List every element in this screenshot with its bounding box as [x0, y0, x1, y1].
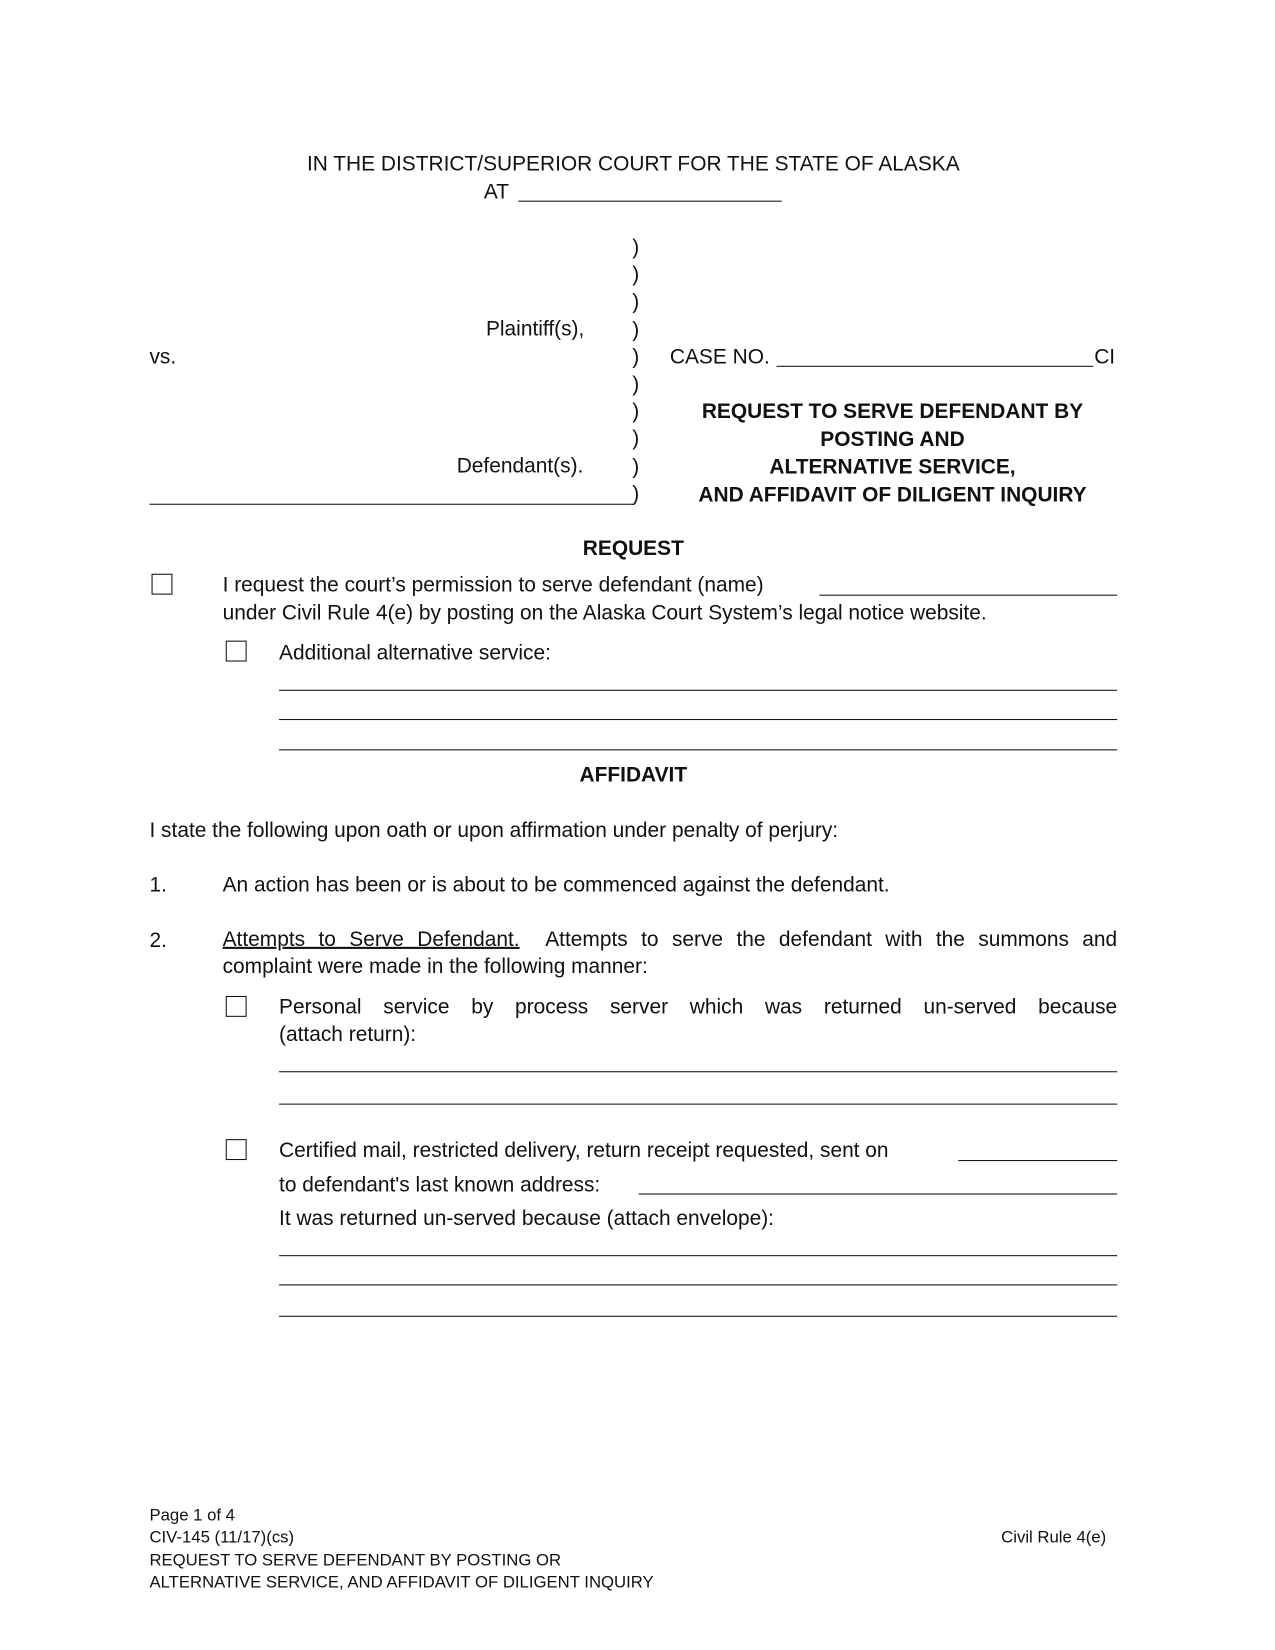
caption-paren: ) [632, 290, 640, 314]
vs-label: vs. [149, 345, 177, 369]
personal-service-checkbox[interactable] [226, 996, 247, 1017]
case-no-label: CASE NO. [669, 345, 770, 369]
caption-paren: ) [632, 263, 640, 287]
request-line2: under Civil Rule 4(e) by posting on the Alaska Court System’s legal notice website. [222, 601, 987, 625]
form-title [665, 398, 1121, 509]
request-posting-checkbox[interactable] [152, 574, 173, 595]
footer-form-number: CIV-145 (11/17)(cs) [149, 1528, 295, 1547]
caption-paren: ) [632, 318, 640, 342]
defendant-name-line[interactable] [149, 504, 634, 505]
caption-paren: ) [632, 236, 640, 260]
location-field[interactable] [518, 201, 781, 202]
footer-title2: ALTERNATIVE SERVICE, AND AFFIDAVIT OF DILIGENT INQUIRY [149, 1573, 654, 1592]
at-label: AT [483, 180, 510, 204]
personal-service-line2: (attach return): [279, 1023, 417, 1047]
court-heading: IN THE DISTRICT/SUPERIOR COURT FOR THE STATE OF ALASKA [306, 152, 960, 176]
item2-title: Attempts to Serve Defendant. [222, 928, 520, 952]
title-line: ALTERNATIVE SERVICE, [769, 455, 1016, 479]
footer-title1: REQUEST TO SERVE DEFENDANT BY POSTING OR [149, 1551, 562, 1570]
item2-text [223, 927, 1118, 953]
caption-paren: ) [632, 400, 640, 424]
last-known-address-field[interactable] [639, 1193, 1118, 1194]
item2-text2: complaint were made in the following manner: [222, 955, 648, 979]
defendant-name-field[interactable] [819, 595, 1117, 596]
certified-line1: Certified mail, restricted delivery, return receipt requested, sent on [279, 1139, 889, 1163]
case-number-field[interactable] [776, 366, 1093, 367]
additional-service-line[interactable] [279, 749, 1117, 750]
additional-service-label: Additional alternative service: [279, 641, 551, 665]
request-line1: I request the court’s permission to serve defendant (name) [222, 573, 764, 597]
defendant-label: Defendant(s). [456, 454, 584, 478]
personal-reason-line[interactable] [279, 1104, 1117, 1105]
caption-paren: ) [632, 482, 640, 506]
affidavit-intro: I state the following upon oath or upon affirmation under penalty of perjury: [149, 819, 839, 843]
item1-number: 1. [149, 873, 167, 897]
certified-reason-line[interactable] [279, 1284, 1117, 1285]
title-line: POSTING AND [820, 427, 965, 451]
additional-service-line[interactable] [279, 719, 1117, 720]
certified-mail-checkbox[interactable] [226, 1139, 247, 1160]
certified-reason-line[interactable] [279, 1316, 1117, 1317]
request-heading: REQUEST [582, 537, 684, 561]
item2-body: Attempts to serve the defendant with the summons and [545, 928, 1118, 952]
footer-page: Page 1 of 4 [149, 1507, 235, 1525]
additional-service-checkbox[interactable] [226, 641, 247, 662]
affidavit-heading: AFFIDAVIT [579, 763, 688, 787]
plaintiff-label: Plaintiff(s), [485, 317, 585, 341]
certified-reason-line[interactable] [279, 1255, 1117, 1256]
case-suffix: CI [1094, 345, 1116, 369]
caption-paren: ) [632, 373, 640, 397]
item1-text: An action has been or is about to be commenced against the defendant. [222, 873, 890, 897]
certified-line3: It was returned un-served because (attach envelope): [279, 1207, 774, 1231]
item2-number: 2. [149, 929, 167, 953]
title-line: REQUEST TO SERVE DEFENDANT BY [701, 400, 1084, 424]
personal-service-line1: Personal service by process server which was returned un-served because [279, 995, 1118, 1019]
title-line: AND AFFIDAVIT OF DILIGENT INQUIRY [698, 483, 1087, 507]
caption-paren: ) [632, 345, 640, 369]
personal-reason-line[interactable] [279, 1071, 1117, 1072]
certified-line2: to defendant's last known address: [279, 1173, 601, 1197]
sent-on-date-field[interactable] [958, 1160, 1117, 1161]
footer-rule: Civil Rule 4(e) [1001, 1528, 1107, 1547]
caption-paren: ) [632, 455, 640, 479]
additional-service-line[interactable] [279, 690, 1117, 691]
caption-paren: ) [632, 427, 640, 451]
